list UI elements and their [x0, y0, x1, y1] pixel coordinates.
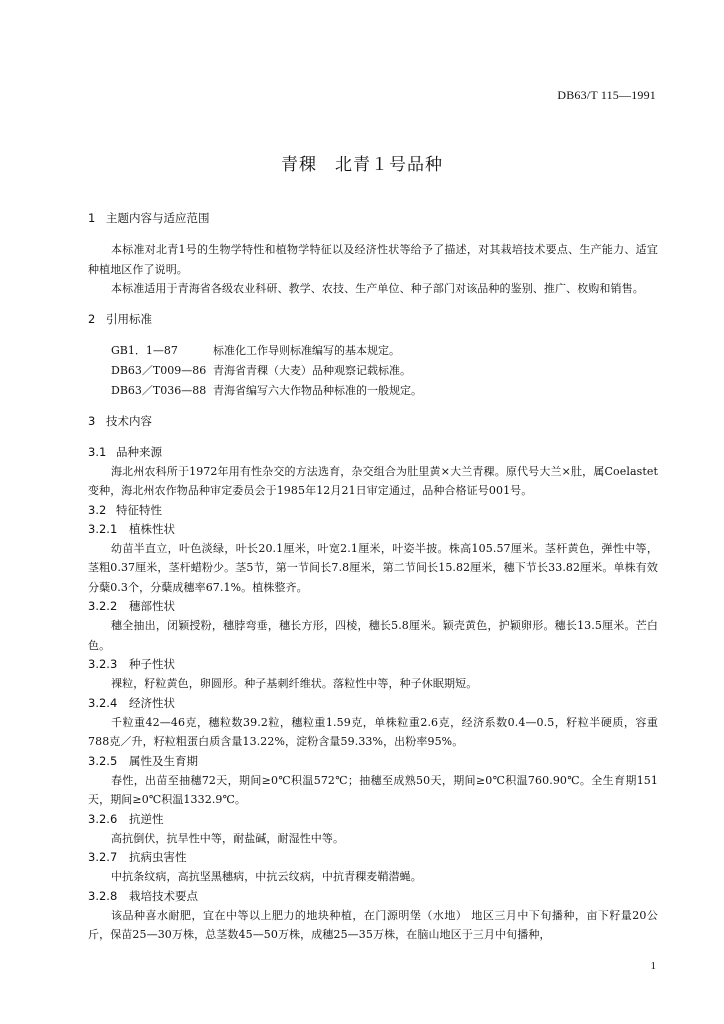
subsection-3-1-paragraph: 海北州农科所于1972年用有性杂交的方法选育，杂交组合为肚里黄×大兰青稞。原代号大兰×肚，属Coelastet变种，海北州农作物品种审定委员会于1985年12月21日审定通过，品种合格证号001号。 — [88, 464, 658, 497]
reference-item — [88, 381, 658, 401]
subsection-3-2-heading — [88, 501, 658, 520]
subsection-number: 3.2 — [88, 502, 107, 517]
reference-text: 青海省编写六大作物品种标准的一般规定。 — [213, 383, 422, 397]
reference-item — [88, 341, 658, 361]
section-1-heading — [88, 210, 658, 226]
subsection-3-2-7-paragraph: 中抗条纹病，高抗坚黑穗病，中抗云纹病，中抗青稞麦鞘潜蝇。 — [111, 870, 422, 883]
subsection-3-2-8-paragraph: 该品种喜水耐肥，宜在中等以上肥力的地块种植，在门源明堡（水地） 地区三月中下旬播种，亩下籽量20公斤，保苗25—30万株，总茎数45—50万株，成穗25—35万株，在脑山地区于三月中旬播种， — [88, 908, 658, 941]
section-title: 技术内容 — [106, 413, 152, 428]
subsection-number: 3.2.4 — [88, 695, 118, 710]
subsection-title: 抗病虫害性 — [129, 850, 187, 864]
subsection-number: 3.2.7 — [88, 850, 118, 864]
page-number: 1 — [650, 960, 656, 972]
section-number: 3 — [88, 413, 96, 428]
subsection-3-2-5-paragraph: 春性，出苗至抽穗72天，期间≥0℃积温572℃；抽穗至成熟50天，期间≥0℃积温760.90℃。全生育期151天，期间≥0℃积温1332.9℃。 — [88, 773, 658, 806]
subsection-number: 3.2.6 — [88, 811, 118, 826]
subsection-number: 3.2.2 — [88, 599, 118, 613]
subsection-3-1-heading — [88, 443, 658, 462]
section-1-paragraph-2: 本标准适用于青海省各级农业科研、教学、农技、生产单位、种子部门对该品种的鉴别、推广、枚购和销售。 — [111, 282, 644, 295]
subsection-title: 栽培技术要点 — [129, 888, 198, 903]
subsection-title: 品种来源 — [116, 444, 162, 459]
subsection-title: 植株性状 — [129, 521, 175, 536]
reference-code: DB63／T036—88 — [111, 383, 207, 397]
reference-code: DB63／T009—86 — [111, 363, 207, 377]
subsection-title: 属性及生育期 — [129, 753, 198, 768]
subsection-number: 3.1 — [88, 444, 107, 459]
subsection-3-2-3-heading — [88, 655, 658, 674]
subsection-number: 3.2.3 — [88, 657, 118, 671]
document-code: DB63/T 115—1991 — [557, 88, 656, 102]
section-number: 2 — [88, 311, 96, 326]
reference-text: 青海省青稞（大麦）品种观察记载标准。 — [213, 363, 411, 377]
section-1-paragraph-1: 本标准对北青1号的生物学特性和植物学特征以及经济性状等给予了描述，对其栽培技术要点、生产能力、适宜种植地区作了说明。 — [88, 243, 658, 276]
document-title: 青稞 北青１号品种 — [281, 155, 443, 175]
reference-text: 标准化工作导则标准编写的基本规定。 — [213, 343, 400, 357]
subsection-title: 穗部性状 — [129, 599, 175, 613]
subsection-title: 经济性状 — [129, 695, 175, 710]
document-body — [88, 210, 658, 945]
section-title: 主题内容与适应范围 — [106, 211, 210, 225]
subsection-number: 3.2.8 — [88, 888, 118, 903]
subsection-3-2-6-heading — [88, 810, 658, 829]
subsection-3-2-4-paragraph: 千粒重42—46克，穗粒数39.2粒，穗粒重1.59克，单株粒重2.6克，经济系数0.4—0.5，籽粒半硬质，容重788克／升，籽粒粗蛋白质含量13.22%，淀粉含量59.33%，出粉率95%。 — [88, 715, 658, 748]
reference-code: GB1．1—87 — [111, 343, 178, 357]
subsection-3-2-1-heading — [88, 520, 658, 539]
subsection-3-2-1-paragraph: 幼苗半直立，叶色淡绿，叶长20.1厘米，叶宽2.1厘米，叶姿半披。株高105.57厘米。茎杆黄色，弹性中等，茎粗0.37厘米，茎杆蜡粉少。茎5节，第一节间长7.8厘米，第二节间长15.82厘米，穗下节长33.82厘米。单株有效分蘖0.3个，分蘖成穗率67.1%。植株整齐。 — [88, 541, 658, 594]
subsection-3-2-5-heading — [88, 752, 658, 771]
subsection-number: 3.2.1 — [88, 521, 118, 536]
subsection-3-2-8-heading — [88, 887, 658, 906]
subsection-3-2-7-heading — [88, 848, 658, 867]
subsection-3-2-3-paragraph: 裸粒，籽粒黄色，卵圆形。种子基刺纤维状。落粒性中等，种子休眠期短。 — [111, 677, 478, 690]
subsection-3-2-6-paragraph: 高抗倒伏，抗旱性中等，耐盐碱，耐湿性中等。 — [111, 831, 345, 845]
section-2-heading — [88, 311, 658, 327]
subsection-3-2-2-paragraph: 穗全抽出，闭颖授粉，穗脖弯垂，穗长方形，四棱，穗长5.8厘米。颖壳黄色，护颖卵形。穗长13.5厘米。芒白色。 — [88, 619, 658, 652]
subsection-title: 抗逆性 — [129, 811, 164, 826]
section-title: 引用标准 — [106, 311, 152, 326]
subsection-number: 3.2.5 — [88, 753, 118, 768]
section-number: 1 — [88, 211, 96, 225]
subsection-3-2-4-heading — [88, 694, 658, 713]
subsection-title: 种子性状 — [129, 657, 175, 671]
reference-item — [88, 361, 658, 381]
subsection-3-2-2-heading — [88, 597, 658, 616]
subsection-title: 特征特性 — [116, 502, 162, 517]
section-3-heading — [88, 413, 658, 429]
